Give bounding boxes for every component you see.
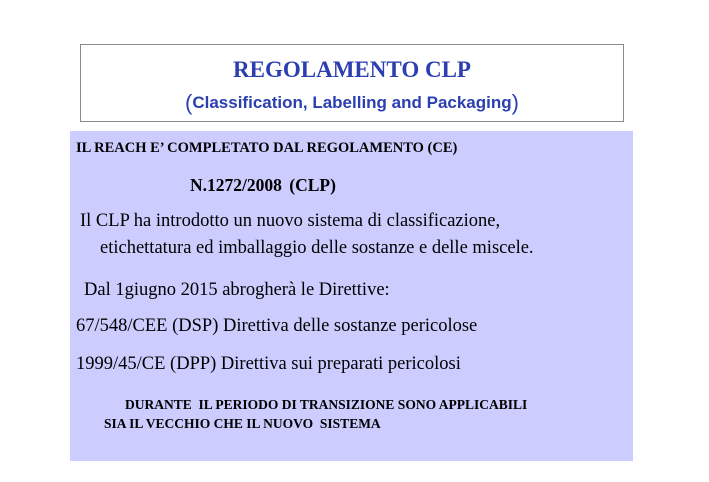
directive-dsp: 67/548/CEE (DSP) Direttiva delle sostanze pericolose <box>76 316 478 336</box>
clp-description-line-1: Il CLP ha introdotto un nuovo sistema di classificazione, <box>80 211 501 231</box>
slide-title: REGOLAMENTO CLP <box>233 57 471 82</box>
transition-note-line-1: DURANTE IL PERIODO DI TRANSIZIONE SONO APPLICABILI <box>125 397 528 412</box>
title-box <box>80 44 624 122</box>
subtitle-text: Classification, Labelling and Packaging <box>192 93 512 112</box>
transition-note-line-2: SIA IL VECCHIO CHE IL NUOVO SISTEMA <box>104 416 381 431</box>
repeal-intro: Dal 1giugno 2015 abrogherà le Direttive: <box>84 280 390 300</box>
content-panel <box>70 131 633 461</box>
clp-description-line-2: etichettatura ed imballaggio delle sostanze e delle miscele. <box>100 238 534 258</box>
subtitle-close-paren: ) <box>511 90 519 115</box>
slide-subtitle <box>81 88 623 114</box>
directive-dpp: 1999/45/CE (DPP) Direttiva sui preparati pericolosi <box>76 354 461 374</box>
regulation-number: N.1272/2008 (CLP) <box>190 175 336 195</box>
subtitle-open-paren: ( <box>185 90 193 115</box>
reach-heading: IL REACH E’ COMPLETATO DAL REGOLAMENTO (CE) <box>76 140 458 156</box>
